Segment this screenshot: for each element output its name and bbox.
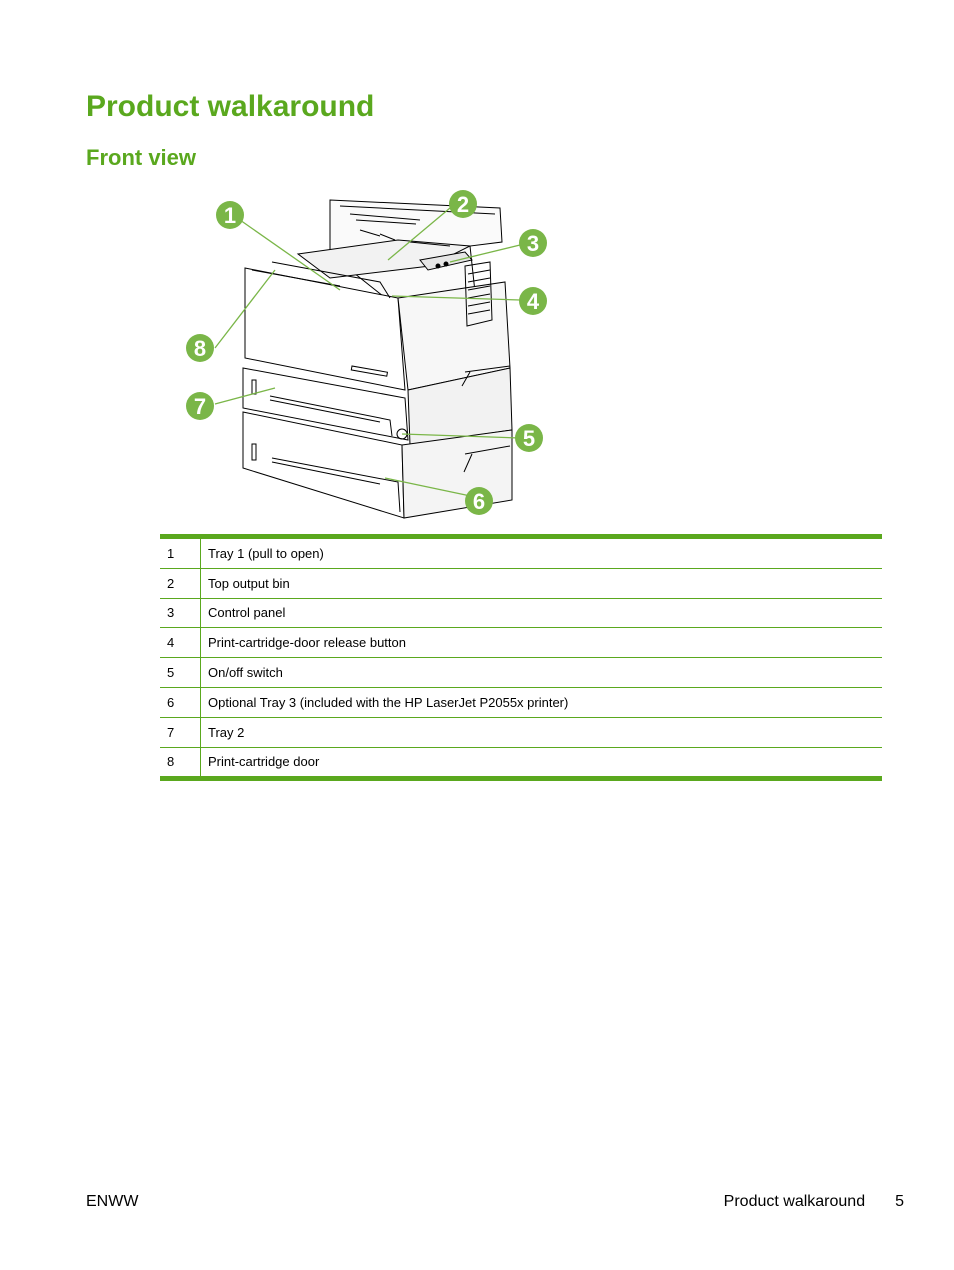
part-number: 4: [160, 628, 201, 658]
callout-7-label: 7: [193, 394, 207, 419]
callout-1: [216, 201, 244, 229]
parts-table: [160, 534, 882, 781]
table-row: [160, 537, 882, 569]
part-label: Top output bin: [201, 568, 883, 598]
table-row: [160, 658, 882, 688]
callout-8: [186, 334, 214, 362]
part-number: 1: [160, 537, 201, 569]
part-label: Print-cartridge door: [208, 754, 320, 770]
callout-2-label: 2: [456, 192, 470, 217]
printer-drawing: [243, 200, 512, 518]
callout-2: [449, 190, 477, 218]
footer-section-title: Product walkaround: [723, 1193, 866, 1210]
part-number: 5: [160, 658, 201, 688]
table-row: [160, 747, 882, 779]
part-label: Control panel: [201, 598, 883, 628]
part-number: 6: [160, 687, 201, 717]
table-row: [160, 568, 882, 598]
callout-4: [519, 287, 547, 315]
table-row: [160, 687, 882, 717]
callout-7: [186, 392, 214, 420]
callout-3: [519, 229, 547, 257]
callout-5: [515, 424, 543, 452]
callout-6-label: 6: [472, 489, 486, 514]
part-number: 8: [160, 747, 201, 779]
part-number: 2: [160, 568, 201, 598]
part-label: Optional Tray 3 (included with the HP LaserJet P2055x printer): [201, 687, 883, 717]
page-number: 5: [895, 1193, 904, 1210]
section-heading: Front view: [86, 145, 197, 170]
callout-4-label: 4: [526, 289, 540, 314]
part-label: Tray 1 (pull to open): [201, 537, 883, 569]
callout-6: [465, 487, 493, 515]
footer-doc-code: ENWW: [86, 1193, 139, 1210]
table-row: [160, 628, 882, 658]
callout-8-label: 8: [193, 336, 207, 361]
part-label: On/off switch: [201, 658, 883, 688]
callout-3-label: 3: [526, 231, 540, 256]
printer-front-view-illustration: [180, 190, 540, 525]
footer-right: [724, 1193, 904, 1211]
callout-5-label: 5: [522, 426, 536, 451]
part-number: 7: [160, 717, 201, 747]
callout-1-label: 1: [223, 203, 237, 228]
table-row: [160, 598, 882, 628]
part-label: Tray 2: [201, 717, 883, 747]
table-row: [160, 717, 882, 747]
part-label: Print-cartridge-door release button: [201, 628, 883, 658]
part-number: 3: [160, 598, 201, 628]
page-title: Product walkaround: [86, 90, 375, 123]
